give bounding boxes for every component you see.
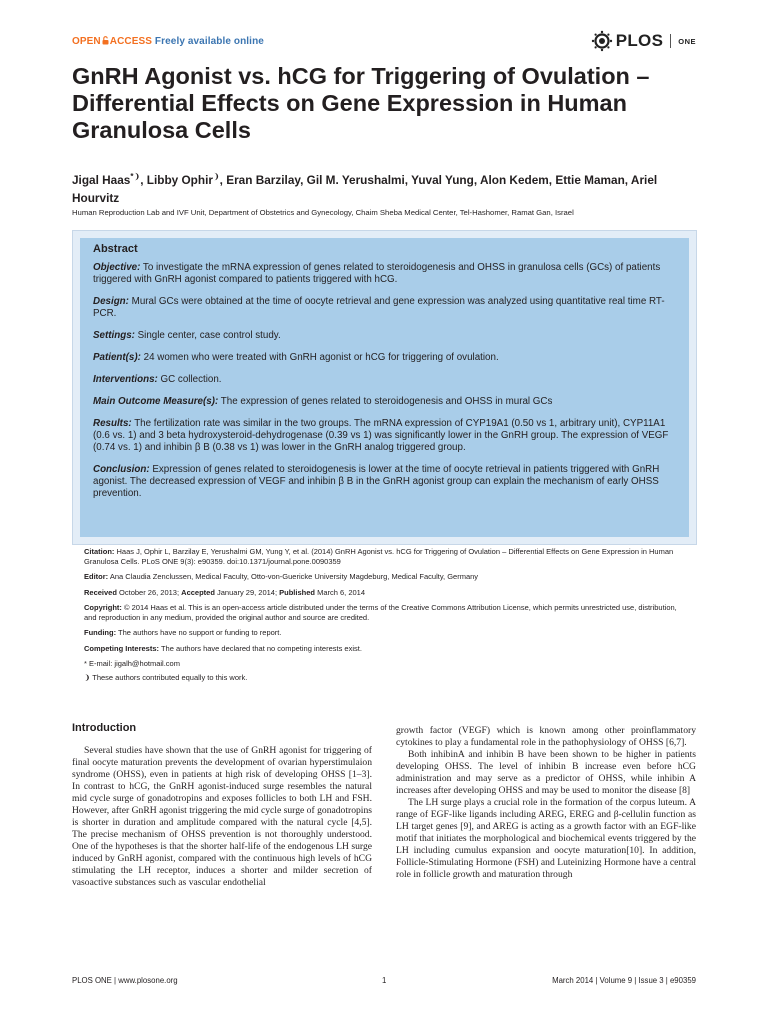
abstract-conclusion: Conclusion: Expression of genes related to steroidogenesis is lower at the time of oocyte retrieval in patients triggered with GnRH agonist. The decreased expression of VEGF and inhibin β B in the GnRH agonist group can explain the mechanism of early OHSS prevention. <box>93 464 660 499</box>
abstract-outcome: Main Outcome Measure(s): The expression of genes related to steroidogenesis and OHSS in mural GCs <box>93 396 553 407</box>
abstract-box <box>72 230 697 545</box>
competing-interests: Competing Interests: The authors have declared that no competing interests exist. <box>84 643 362 653</box>
editor: Editor: Ana Claudia Zenclussen, Medical Faculty, Otto-von-Guericke University Magdeburg, Medical Faculty, Germany <box>84 572 479 581</box>
intro-paragraph-1: Several studies have shown that the use of GnRH agonist for triggering of final oocyte maturation prevents the development of ovarian hyperstimulaion syndrome (OHSS), even in patients at high risk of developing OHSS [1–3]. In contrast to hCG, the GnRH agonist-induced surge resembles the natural mid cycle surge of gonadotropins and exposes follicles to both LH and FSH. However, after GnRH agonist triggering the mid cycle surge of gonadotropins is shorter in duration and amplitude compared with the natural cycle [4,5]. The precise mechanism of OHSS prevention is not thoroughly understood. One of the hypotheses is that the shorter half-life of the endogenous LH surge induced by GnRH agonist, compared with the continuous high levels of hCG stimulating the LH receptor, induces a shorter and milder secretion of vasoactive substances such as vascular endothelial <box>72 745 372 888</box>
citation: Citation: Haas J, Ophir L, Barzilay E, Yerushalmi GM, Yung Y, et al. (2014) GnRH Agonist vs. hCG for Triggering of Ovulation – Differential Effects on Gene Expression in Human Granulosa Cells. PLoS ONE 9(3): e90359. doi:10.1371/journal.pone.0090359 <box>84 547 674 566</box>
open-lock-icon <box>102 36 109 45</box>
equal-contribution-icon: ❩ <box>84 672 93 682</box>
abstract-heading: Abstract <box>93 243 138 255</box>
open-label: OPEN <box>72 36 101 47</box>
introduction-heading: Introduction <box>72 722 137 734</box>
author-rest: , Eran Barzilay, Gil M. Yerushalmi, Yuval Yung, Alon Kedem, Ettie Maman, Ariel Hourvitz <box>72 172 658 205</box>
open-access-banner <box>72 36 264 47</box>
footer-journal: PLOS ONE | www.plosone.org <box>72 976 178 985</box>
funding: Funding: The authors have no support or funding to report. <box>84 628 282 637</box>
one-wordmark: ONE <box>678 36 696 46</box>
left-column <box>72 722 372 889</box>
abstract-design: Design: Mural GCs were obtained at the time of oocyte retrieval and gene expression was analyzed using quantitative real time RT-PCR. <box>93 296 665 319</box>
intro-paragraph-2: Both inhibinA and inhibin B have been shown to be higher in patients developing OHSS. The level of inhibin B increase even before hCG administration and may serve as a predictor of OHSS, while inhibin A increases after developing OHSS and may be used to monitor the disease [8] <box>396 749 696 796</box>
intro-paragraph-3: The LH surge plays a crucial role in the formation of the corpus luteum. A range of EGF-like ligands including AREG, EREG and β-cellulin function as LH target genes [9], and AREG is acting as a growth factor with an EGF-like motif that initiates the morphological and biochemical events triggered by the LH including cumulus expansion and oocyte maturation[10]. In addition, Follicle-Stimulating Hormone (FSH) and Luteinizing Hormone have a central role in follicle growth and maturation through <box>396 797 696 880</box>
affiliation: Human Reproduction Lab and IVF Unit, Department of Obstetrics and Gynecology, Chaim Sheba Medical Center, Tel-Hashomer, Ramat Gan, Israel <box>72 208 574 217</box>
access-label: ACCESS <box>109 36 153 47</box>
corresponding-email: * E-mail: jigalh@hotmail.com <box>84 659 180 668</box>
article-title: GnRH Agonist vs. hCG for Triggering of Ovulation – Differential Effects on Gene Expression in Human Granulosa Cells <box>72 63 650 143</box>
intro-paragraph-1-cont: growth factor (VEGF) which is known among other proinflammatory cytokines to play a fundamental role in the pathophysiology of OHSS [6,7]. <box>396 725 696 748</box>
abstract-interventions: Interventions: GC collection. <box>93 374 222 385</box>
page-number: 1 <box>382 976 387 985</box>
equal-contribution-icon: ❩ <box>133 172 141 181</box>
author-haas: Jigal Haas <box>72 172 131 187</box>
freely-available-label: Freely available online <box>154 36 264 47</box>
copyright: Copyright: © 2014 Haas et al. This is an open-access article distributed under the terms of the Creative Commons Attribution License, which permits unrestricted use, distribution, and reproduction in any medium, provided the original author and source are credited. <box>84 603 677 622</box>
abstract-settings: Settings: Single center, case control study. <box>93 330 281 341</box>
author-list <box>72 168 702 207</box>
author-ophir: , Libby Ophir <box>140 172 213 187</box>
plos-mark-icon <box>591 30 613 52</box>
plos-one-logo <box>591 30 696 52</box>
equal-contribution-note: ❩ These authors contributed equally to this work. <box>84 672 248 682</box>
dates: Received October 26, 2013; Accepted January 29, 2014; Published March 6, 2014 <box>84 587 366 597</box>
article-metadata <box>84 547 689 688</box>
logo-divider <box>670 34 671 48</box>
abstract-patients: Patient(s): 24 women who were treated with GnRH agonist or hCG for triggering of ovulation. <box>93 352 499 363</box>
footer-issue: March 2014 | Volume 9 | Issue 3 | e90359 <box>552 976 696 985</box>
page-footer <box>72 976 696 985</box>
plos-wordmark: PLOS <box>615 31 664 50</box>
right-column <box>396 725 696 881</box>
abstract-objective: Objective: To investigate the mRNA expression of genes related to steroidogenesis and OHSS in granulosa cells (GCs) of patients triggered with GnRH agonist compared to patients triggered with hCG. <box>93 262 661 285</box>
abstract-panel <box>80 238 689 537</box>
abstract-results: Results: The fertilization rate was similar in the two groups. The mRNA expression of CYP19A1 (0.50 vs 1, arbitrary unit), CYP11A1 (0.6 vs. 1) and 3 beta hydroxysteroid-dehydrogenase (0.39 vs 1) was significantly lower in the GnRH group. The expression of VEGF (0.74 vs. 1) and inhibin β B (0.38 vs 1) was lower in the GnRH analog triggered group. <box>93 418 669 453</box>
author-haas-marks: *❩ <box>130 172 141 181</box>
equal-contribution-icon: ❩ <box>212 172 220 181</box>
